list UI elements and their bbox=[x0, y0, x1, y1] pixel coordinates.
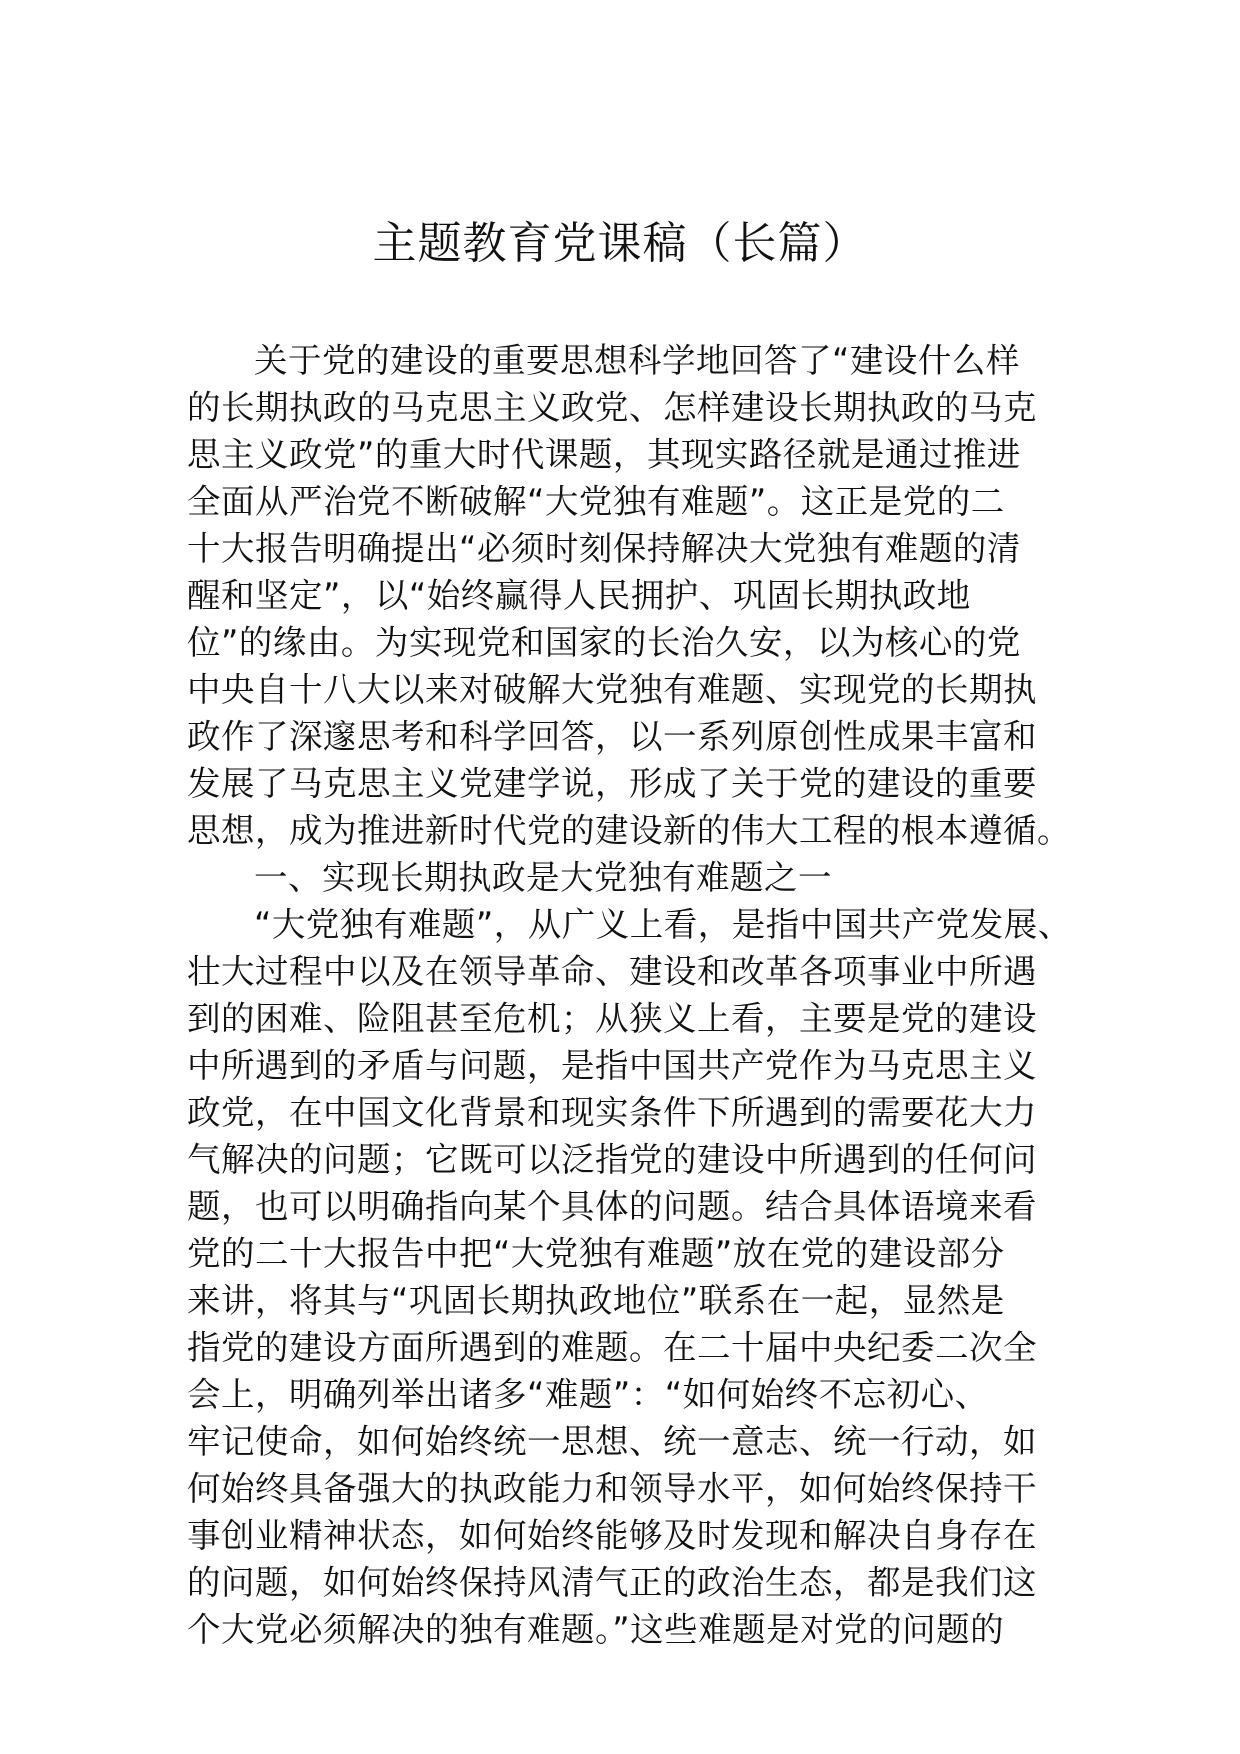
paragraph-line: 醒和坚定”，以“始终赢得人民拥护、巩固长期执政地 bbox=[187, 576, 971, 615]
paragraph-line: 牢记使命，如何始终统一思想、统一意志、统一行动，如 bbox=[187, 1422, 1037, 1461]
paragraph-line: 全面从严治党不断破解“大党独有难题”。这正是党的二 bbox=[187, 482, 1005, 521]
paragraph-line: 会上，明确列举出诸多“难题”：“如何始终不忘初心、 bbox=[187, 1375, 989, 1414]
document-body bbox=[187, 337, 1072, 1653]
paragraph-line: 题，也可以明确指向某个具体的问题。结合具体语境来看 bbox=[187, 1187, 1037, 1226]
paragraph-line: 壮大过程中以及在领导革命、建设和改革各项事业中所遇 bbox=[187, 952, 1037, 991]
paragraph-line: 发展了马克思主义党建学说，形成了关于党的建设的重要 bbox=[187, 764, 1037, 803]
paragraph-line: 何始终具备强大的执政能力和领导水平，如何始终保持干 bbox=[187, 1469, 1037, 1508]
paragraph-line: 党的二十大报告中把“大党独有难题”放在党的建设部分 bbox=[187, 1234, 1005, 1273]
section-heading: 一、实现长期执政是大党独有难题之一 bbox=[254, 858, 832, 897]
paragraph-line: 中所遇到的矛盾与问题，是指中国共产党作为马克思主义 bbox=[187, 1046, 1037, 1085]
paragraph-line: 指党的建设方面所遇到的难题。在二十届中央纪委二次全 bbox=[187, 1328, 1037, 1367]
paragraph-line: 到的困难、险阻甚至危机；从狭义上看，主要是党的建设 bbox=[187, 999, 1037, 1038]
paragraph-line: 十大报告明确提出“必须时刻保持解决大党独有难题的清 bbox=[187, 529, 1021, 568]
paragraph-line: 思想，成为推进新时代党的建设新的伟大工程的根本遵循。 bbox=[187, 811, 1071, 850]
paragraph-line: 的长期执政的马克思主义政党、怎样建设长期执政的马克 bbox=[187, 388, 1037, 427]
paragraph-line: 政作了深邃思考和科学回答，以一系列原创性成果丰富和 bbox=[187, 717, 1037, 756]
paragraph-line: 的问题，如何始终保持风清气正的政治生态，都是我们这 bbox=[187, 1563, 1037, 1602]
paragraph-line: 气解决的问题；它既可以泛指党的建设中所遇到的任何问 bbox=[187, 1140, 1037, 1179]
document-title: 主题教育党课稿（长篇） bbox=[372, 218, 868, 269]
paragraph-line: 来讲，将其与“巩固长期执政地位”联系在一起，显然是 bbox=[187, 1281, 1005, 1320]
paragraph-line: 思主义政党”的重大时代课题，其现实路径就是通过推进 bbox=[187, 435, 1021, 474]
paragraph-line: “大党独有难题”，从广义上看，是指中国共产党发展、 bbox=[254, 905, 1072, 944]
paragraph-line: 政党，在中国文化背景和现实条件下所遇到的需要花大力 bbox=[187, 1093, 1037, 1132]
paragraph-line: 事创业精神状态，如何始终能够及时发现和解决自身存在 bbox=[187, 1516, 1037, 1555]
paragraph-line: 位”的缘由。为实现党和国家的长治久安，以为核心的党 bbox=[187, 623, 1021, 662]
paragraph-line: 中央自十八大以来对破解大党独有难题、实现党的长期执 bbox=[187, 670, 1037, 709]
paragraph-line: 关于党的建设的重要思想科学地回答了“建设什么样 bbox=[254, 341, 1020, 380]
paragraph-line: 个大党必须解决的独有难题。”这些难题是对党的问题的 bbox=[187, 1610, 1005, 1649]
